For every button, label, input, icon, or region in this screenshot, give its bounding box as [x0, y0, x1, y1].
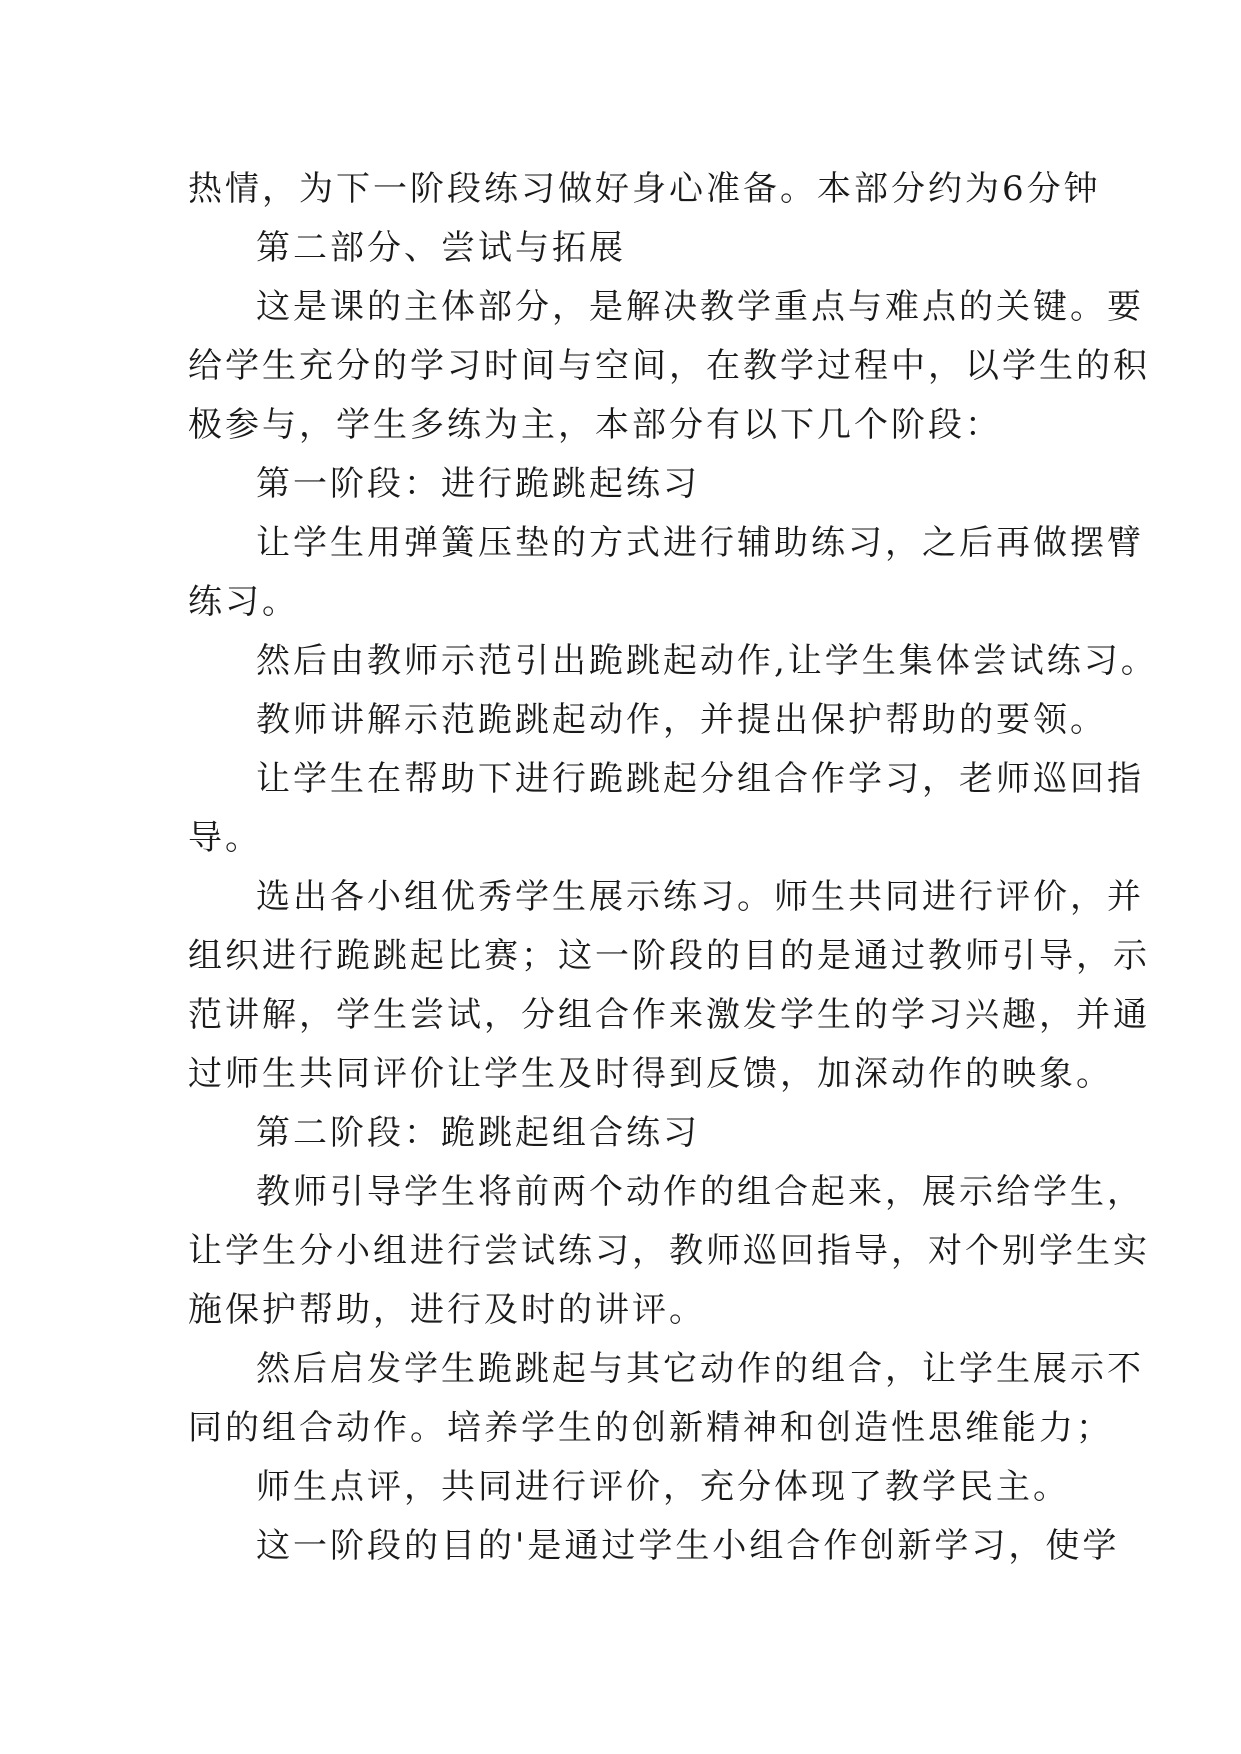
text-line: 这一阶段的目的'是通过学生小组合作创新学习，使学 — [256, 1526, 1120, 1566]
text-line: 这是课的主体部分，是解决教学重点与难点的关键。要 — [256, 287, 1144, 327]
text-line: 第二阶段：跪跳起组合练习 — [256, 1113, 700, 1153]
text-line: 施保护帮助，进行及时的讲评。 — [188, 1290, 706, 1330]
text-line: 让学生分小组进行尝试练习，教师巡回指导，对个别学生实 — [188, 1231, 1150, 1271]
text-line: 给学生充分的学习时间与空间，在教学过程中，以学生的积 — [188, 346, 1150, 386]
document-body — [188, 160, 1158, 1576]
text-line: 让学生在帮助下进行跪跳起分组合作学习，老师巡回指 — [256, 759, 1144, 799]
text-line: 同的组合动作。培养学生的创新精神和创造性思维能力； — [188, 1408, 1113, 1448]
text-line: 热情，为下一阶段练习做好身心准备。本部分约为6分钟 — [188, 169, 1101, 209]
text-line: 然后启发学生跪跳起与其它动作的组合，让学生展示不 — [256, 1349, 1144, 1389]
text-line: 第二部分、尝试与拓展 — [256, 228, 626, 268]
text-line: 导。 — [188, 818, 262, 858]
text-line: 组织进行跪跳起比赛；这一阶段的目的是通过教师引导，示 — [188, 936, 1150, 976]
text-line: 极参与，学生多练为主，本部分有以下几个阶段： — [188, 405, 1002, 445]
text-line: 范讲解，学生尝试，分组合作来激发学生的学习兴趣，并通 — [188, 995, 1150, 1035]
text-line: 选出各小组优秀学生展示练习。师生共同进行评价，并 — [256, 877, 1144, 917]
text-line: 教师引导学生将前两个动作的组合起来，展示给学生， — [256, 1172, 1144, 1212]
text-line: 师生点评，共同进行评价，充分体现了教学民主。 — [256, 1467, 1070, 1507]
text-line: 让学生用弹簧压垫的方式进行辅助练习，之后再做摆臂 — [256, 523, 1144, 563]
text-line: 第一阶段：进行跪跳起练习 — [256, 464, 700, 504]
text-line: 过师生共同评价让学生及时得到反馈，加深动作的映象。 — [188, 1054, 1113, 1094]
text-line: 然后由教师示范引出跪跳起动作,让学生集体尝试练习。 — [256, 641, 1158, 681]
text-line: 教师讲解示范跪跳起动作，并提出保护帮助的要领。 — [256, 700, 1107, 740]
text-line: 练习。 — [188, 582, 299, 622]
